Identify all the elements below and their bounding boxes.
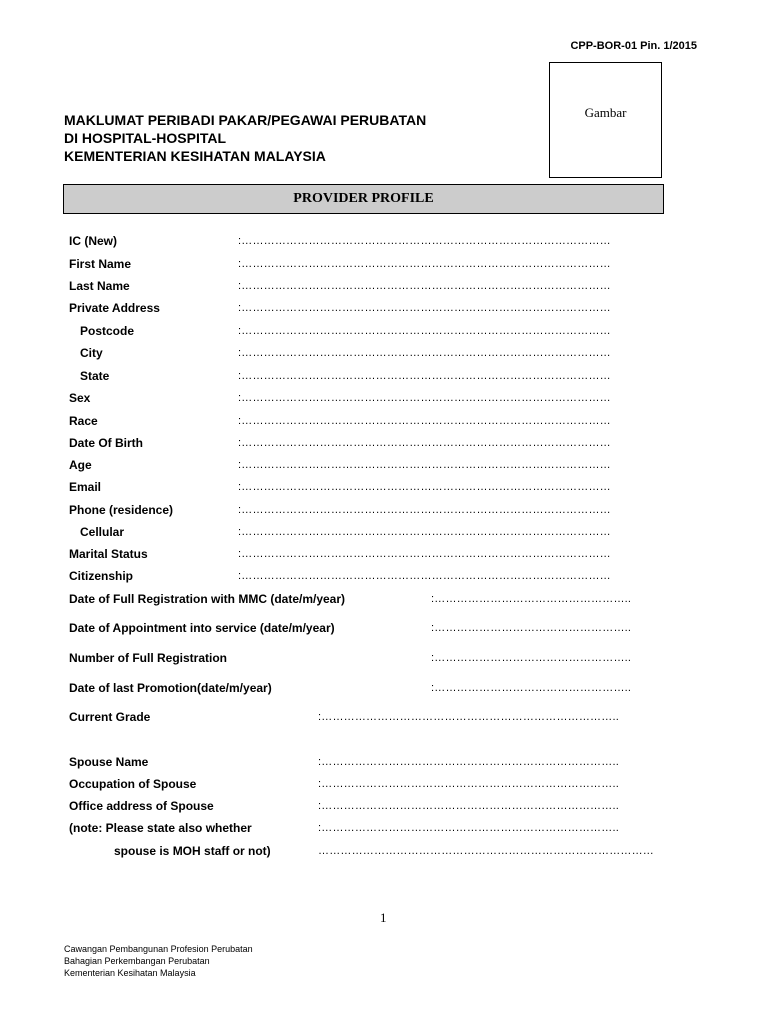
label-spouse-occupation: Occupation of Spouse <box>69 777 197 791</box>
footer-line: Cawangan Pembangunan Profesion Perubatan <box>64 944 253 954</box>
label-ic: IC (New) <box>69 234 117 248</box>
label-sex: Sex <box>69 391 91 405</box>
page-number: 1 <box>380 910 387 925</box>
field-spouse-moh-status[interactable]: :…………………………………………………………………….. <box>318 822 619 834</box>
field-full-registration-number[interactable]: :…………………………………………….. <box>431 652 632 664</box>
field-last-promotion[interactable]: :…………………………………………….. <box>431 682 632 694</box>
field-postcode[interactable]: :……………………………………………………………………………………… <box>238 325 611 337</box>
photo-box <box>549 62 662 178</box>
field-private-address[interactable]: :……………………………………………………………………………………… <box>238 302 611 314</box>
label-dob: Date Of Birth <box>69 436 144 450</box>
photo-label: Gambar <box>584 105 627 120</box>
label-current-grade: Current Grade <box>69 710 151 724</box>
label-cellular: Cellular <box>80 525 125 539</box>
label-email: Email <box>69 480 102 494</box>
field-full-registration-date[interactable]: :…………………………………………….. <box>431 593 632 605</box>
field-cellular[interactable]: :……………………………………………………………………………………… <box>238 526 611 538</box>
field-citizenship[interactable]: :……………………………………………………………………………………… <box>238 570 611 582</box>
label-city: City <box>80 346 103 360</box>
field-age[interactable]: :……………………………………………………………………………………… <box>238 459 611 471</box>
field-spouse-moh-status-2[interactable]: ……………………………………………………………………………… <box>318 845 654 857</box>
field-current-grade[interactable]: :…………………………………………………………………….. <box>318 711 619 723</box>
field-phone[interactable]: :……………………………………………………………………………………… <box>238 504 611 516</box>
section-header: PROVIDER PROFILE <box>63 184 664 214</box>
field-city[interactable]: :……………………………………………………………………………………… <box>238 347 611 359</box>
label-full-registration-number: Number of Full Registration <box>69 651 228 665</box>
label-private-address: Private Address <box>69 301 160 315</box>
field-state[interactable]: :……………………………………………………………………………………… <box>238 370 611 382</box>
label-spouse-office: Office address of Spouse <box>69 799 214 813</box>
label-phone: Phone (residence) <box>69 503 174 517</box>
title-line: DI HOSPITAL-HOSPITAL <box>64 130 227 146</box>
label-full-registration-date: Date of Full Registration with MMC (date/m/year) <box>69 592 346 606</box>
label-postcode: Postcode <box>80 324 135 338</box>
label-marital-status: Marital Status <box>69 547 148 561</box>
label-last-promotion: Date of last Promotion(date/m/year) <box>69 681 272 695</box>
form-title <box>64 111 426 165</box>
field-spouse-office[interactable]: :…………………………………………………………………….. <box>318 800 619 812</box>
field-last-name[interactable]: :……………………………………………………………………………………… <box>238 280 611 292</box>
field-dob[interactable]: :……………………………………………………………………………………… <box>238 437 611 449</box>
label-state: State <box>80 369 110 383</box>
footer-line: Kementerian Kesihatan Malaysia <box>64 968 196 978</box>
field-appointment-date[interactable]: :…………………………………………….. <box>431 622 632 634</box>
footer <box>64 943 253 979</box>
label-appointment-date: Date of Appointment into service (date/m/year) <box>69 621 335 635</box>
label-citizenship: Citizenship <box>69 569 134 583</box>
field-marital-status[interactable]: :……………………………………………………………………………………… <box>238 548 611 560</box>
field-race[interactable]: :……………………………………………………………………………………… <box>238 415 611 427</box>
label-last-name: Last Name <box>69 279 130 293</box>
label-race: Race <box>69 414 98 428</box>
field-spouse-occupation[interactable]: :…………………………………………………………………….. <box>318 778 619 790</box>
title-line: KEMENTERIAN KESIHATAN MALAYSIA <box>64 148 326 164</box>
field-email[interactable]: :……………………………………………………………………………………… <box>238 481 611 493</box>
field-first-name[interactable]: :……………………………………………………………………………………… <box>238 258 611 270</box>
label-age: Age <box>69 458 92 472</box>
note-line-1: (note: Please state also whether <box>69 821 252 835</box>
label-spouse-name: Spouse Name <box>69 755 149 769</box>
field-spouse-name[interactable]: :…………………………………………………………………….. <box>318 756 619 768</box>
field-ic[interactable]: :……………………………………………………………………………………… <box>238 235 611 247</box>
field-sex[interactable]: :……………………………………………………………………………………… <box>238 392 611 404</box>
note-line-2: spouse is MOH staff or not) <box>114 844 271 858</box>
label-first-name: First Name <box>69 257 132 271</box>
document-code: CPP-BOR-01 Pin. 1/2015 <box>570 40 697 52</box>
title-line: MAKLUMAT PERIBADI PAKAR/PEGAWAI PERUBATAN <box>64 112 427 128</box>
footer-line: Bahagian Perkembangan Perubatan <box>64 956 210 966</box>
